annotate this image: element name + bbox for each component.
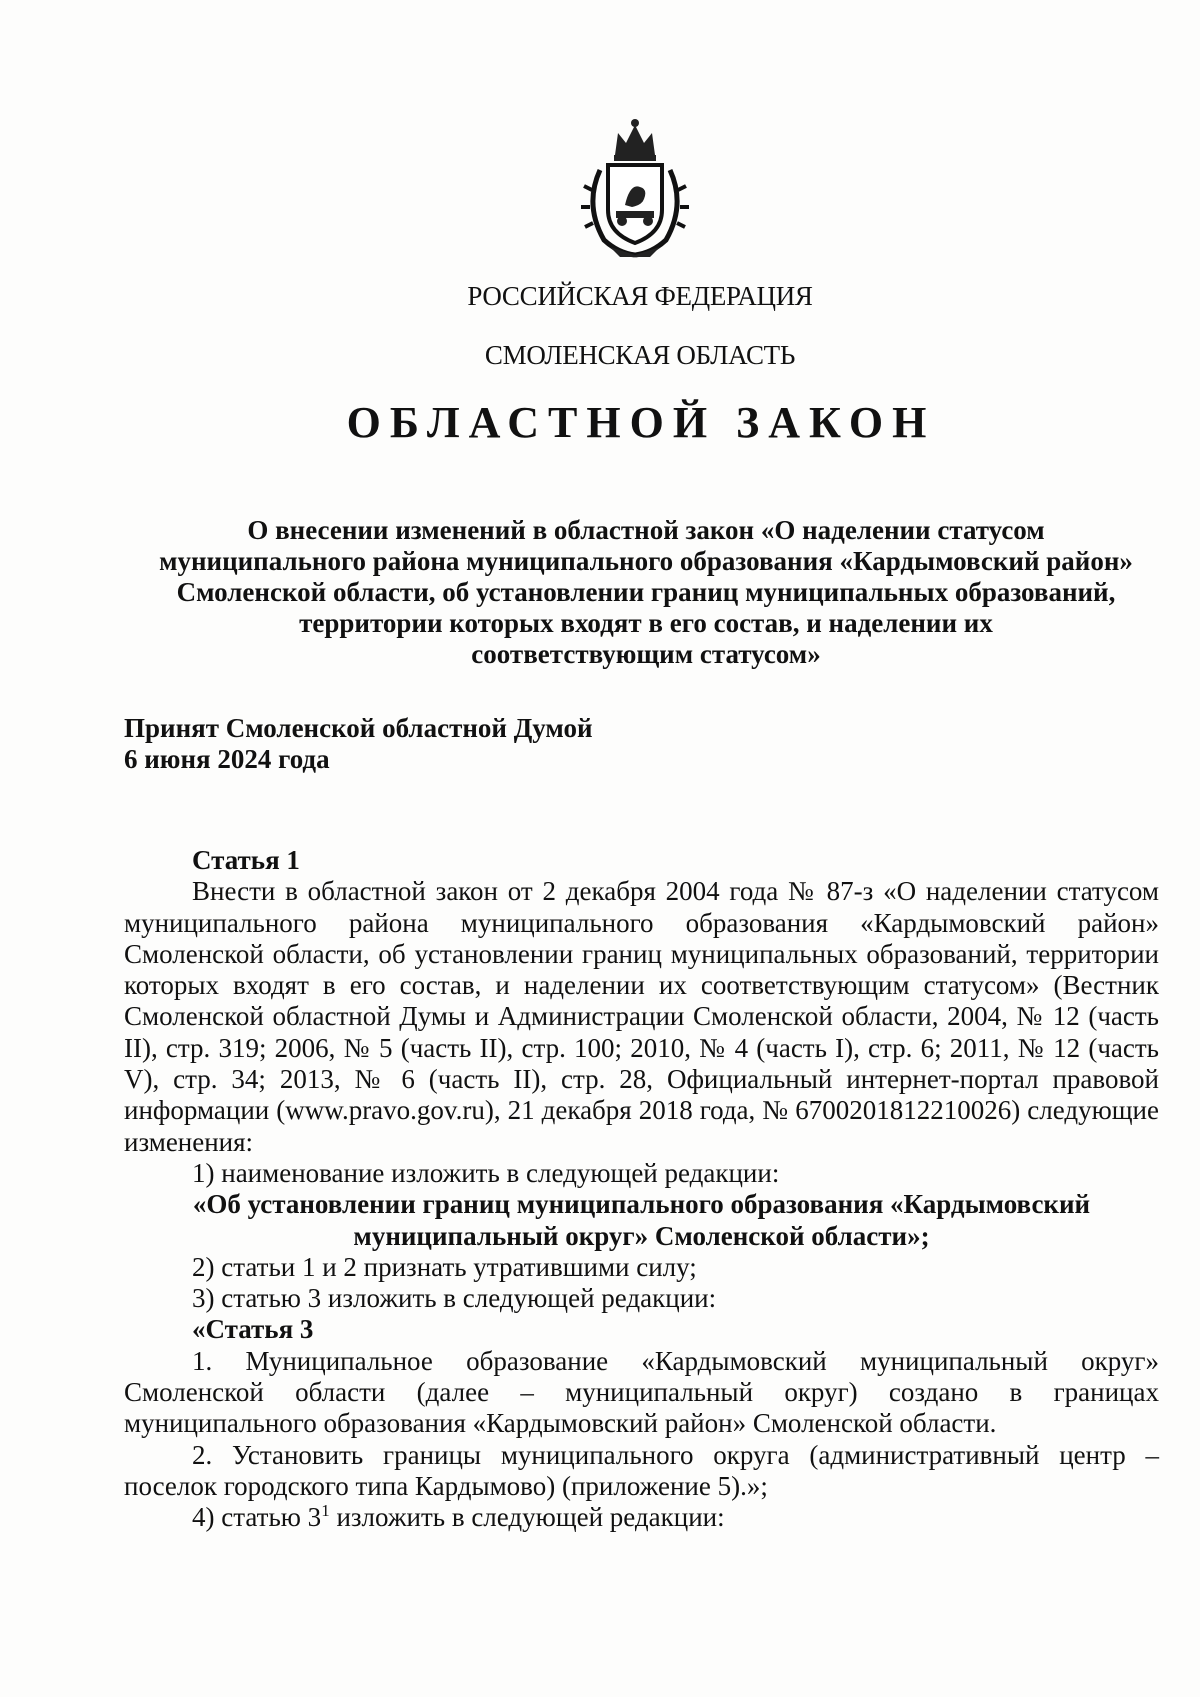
subject-line: соответствующим статусом» bbox=[471, 639, 821, 669]
amendment-item-3: 3) статью 3 изложить в следующей редакции: bbox=[192, 1283, 717, 1314]
amendment-item-1: 1) наименование изложить в следующей редакции: bbox=[192, 1157, 780, 1188]
article-body bbox=[124, 845, 1159, 1534]
adopted-by: Принят Смоленской областной Думой bbox=[124, 713, 593, 743]
item4-superscript: 1 bbox=[321, 1501, 330, 1521]
adoption-date: 6 июня 2024 года bbox=[124, 744, 330, 774]
subject-line: территории которых входят в его состав, и наделении их bbox=[299, 608, 993, 638]
new-law-title-line: «Об установлении границ муниципального образования «Кардымовский bbox=[192, 1189, 1091, 1220]
amendment-item-4 bbox=[124, 1502, 1159, 1533]
quoted-article-heading: «Статья 3 bbox=[192, 1314, 314, 1345]
article-heading: Статья 1 bbox=[192, 845, 300, 875]
subject-line: муниципального района муниципального образования «Кардымовский район» bbox=[159, 546, 1133, 576]
new-law-title-line: муниципальный округ» Смоленской области»; bbox=[353, 1220, 930, 1251]
country-name: РОССИЙСКАЯ ФЕДЕРАЦИЯ bbox=[467, 281, 813, 311]
item4-text-rest: изложить в следующей редакции: bbox=[329, 1502, 725, 1533]
region-name: СМОЛЕНСКАЯ ОБЛАСТЬ bbox=[484, 340, 796, 370]
subject-line: О внесении изменений в областной закон «О наделении статусом bbox=[247, 515, 1045, 545]
article-intro-paragraph: Внести в областной закон от 2 декабря 2004 года № 87-з «О наделении статусом муниципального района муниципального образования «Кардымовский район» Смоленской области, об установлении границ муниципальных образований, территории которых входят в его состав, и наделении их соответствующим статусом» (Вестник Смоленской областной Думы и Администрации Смоленской области, 2004, № 12 (часть II), стр. 319; 2006, № 5 (часть II), стр. 100; 2010, № 4 (часть I), стр. 6; 2011, № 12 (часть V), стр. 34; 2013, № 6 (часть II), стр. 28, Официальный интернет-портал правовой информации (www.pravo.gov.ru), 21 декабря 2018 года, № 6700201812210026) следующие изменения: bbox=[124, 876, 1159, 1157]
article3-point-1: 1. Муниципальное образование «Кардымовский муниципальный округ» Смоленской области (далее – муниципальный округ) создано в границах муниципального образования «Кардымовский район» Смоленской области. bbox=[124, 1345, 1159, 1439]
law-subject-title bbox=[110, 515, 1182, 670]
law-type-title: ОБЛАСТНОЙ ЗАКОН bbox=[346, 398, 936, 447]
amendment-item-2: 2) статьи 1 и 2 признать утратившими силу; bbox=[192, 1251, 697, 1282]
adoption-info bbox=[124, 713, 593, 775]
smolensk-coat-of-arms-icon bbox=[570, 115, 700, 260]
subject-line: Смоленской области, об установлении границ муниципальных образований, bbox=[176, 577, 1116, 607]
item4-text: 4) статью 3 bbox=[192, 1502, 322, 1533]
article3-point-2: 2. Установить границы муниципального округа (административный центр – поселок городского типа Кардымово) (приложение 5).»; bbox=[124, 1439, 1159, 1501]
